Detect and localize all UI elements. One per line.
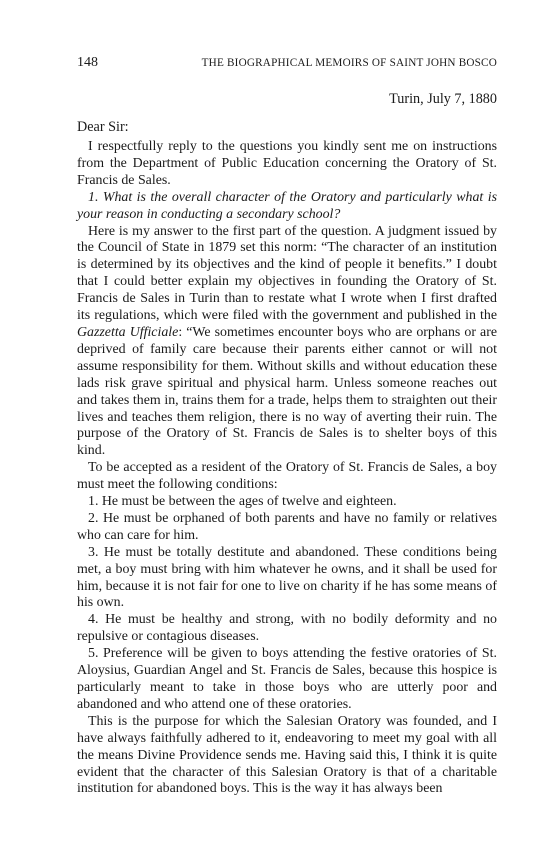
paragraph-intro: I respectfully reply to the questions you kindly sent me on instructions from the Department of Public Education concerning the Oratory of St. Francis de Sales.: [77, 139, 497, 188]
paragraph-purpose: This is the purpose for which the Salesian Oratory was founded, and I have always faithfully adhered to it, endeavoring to meet my goal with all the means Divine Providence sends me. Having said this, I think it is quite evident that the character of this Salesian Oratory is that of a charitable institution for abandoned boys. This is the way it has always been: [77, 713, 497, 797]
condition-5: 5. Preference will be given to boys attending the festive oratories of St. Aloysius, Guardian Angel and St. Francis de Sales, because this hospice is particularly meant to take in those boys who are utterly poor and abandoned and who attend one of these oratories.: [77, 646, 497, 712]
paragraph-conditions-intro: To be accepted as a resident of the Oratory of St. Francis de Sales, a boy must meet the following conditions:: [77, 460, 497, 493]
answer-text-start: Here is my answer to the first part of the question. A judgment issued by the Council of State in 1879 set this norm: “The character of an institution is determined by its objectives and the kind of people it benefits.” I doubt that I could better explain my objectives in founding the Oratory of St. Francis de Sales in Turin than to restate what I wrote when I first drafted its regulations, which were filed with the government and published in the: [77, 223, 497, 324]
answer-text-end: : “We sometimes encounter boys who are orphans or are deprived of family care because their parents either cannot or will not assume responsibility for them. Without skills and without education these lads risk grave spiritual and physical harm. Unless someone reaches out and takes them in, trains them for a trade, helps them to straighten out their lives and teaches them religion, there is no way of averting their ruin. The purpose of the Oratory of St. Francis de Sales is to shelter boys of this kind.: [77, 324, 497, 459]
letter-salutation: Dear Sir:: [77, 119, 129, 135]
letter-body: [77, 139, 497, 798]
condition-2: 2. He must be orphaned of both parents and have no family or relatives who can care for him.: [77, 510, 497, 543]
condition-1: 1. He must be between the ages of twelve and eighteen.: [88, 494, 397, 510]
running-head: [77, 54, 497, 72]
page-number: 148: [77, 55, 98, 70]
condition-4: 4. He must be healthy and strong, with no bodily deformity and no repulsive or contagious diseases.: [77, 612, 497, 645]
paragraph-question-1: [77, 190, 497, 224]
running-title: THE BIOGRAPHICAL MEMOIRS OF SAINT JOHN BOSCO: [201, 57, 497, 69]
paragraph-answer: [77, 224, 497, 461]
question-1-text: 1. What is the overall character of the Oratory and particularly what is your reason in conducting a secondary school?: [77, 189, 497, 222]
condition-3: 3. He must be totally destitute and abandoned. These conditions being met, a boy must bring with him whatever he owns, and it shall be used for him, because it is not fair for one to live on charity if he has some means of his own.: [77, 544, 497, 611]
letter-dateline: Turin, July 7, 1880: [389, 91, 497, 107]
book-page: [77, 54, 497, 798]
journal-title: Gazzetta Ufficiale: [77, 324, 179, 340]
